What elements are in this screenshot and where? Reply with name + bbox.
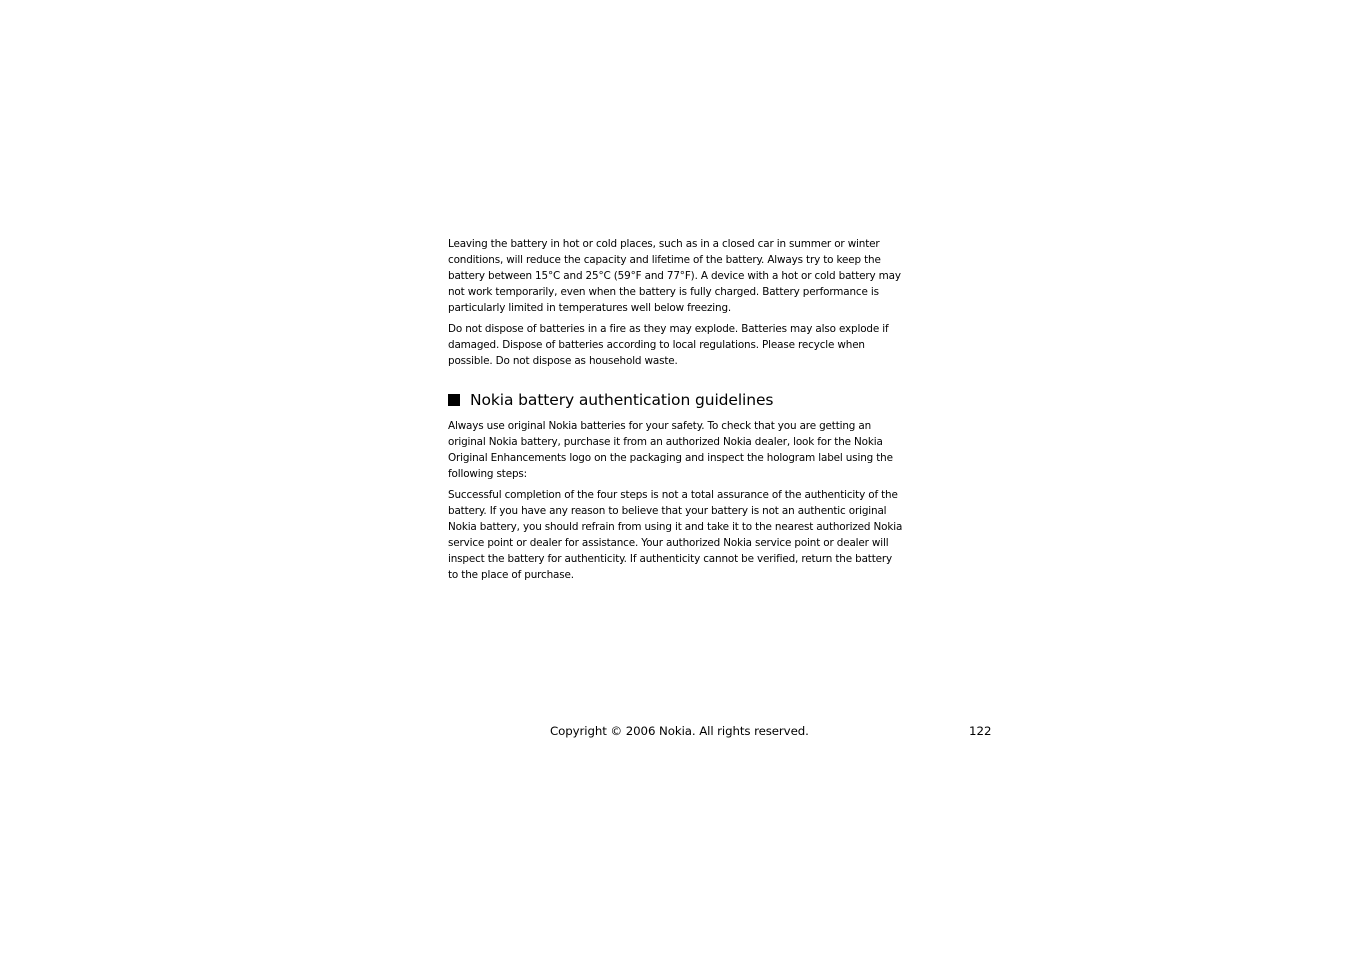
section-heading-text: Nokia battery authentication guidelines (470, 391, 774, 409)
footer-copyright: Copyright © 2006 Nokia. All rights reserved. (550, 724, 809, 738)
battery-disposal-paragraph: Do not dispose of batteries in a fire as they may explode. Batteries may also explode if damaged. Dispose of batteries according to local regulations. Please recycle when possible. Do not dispose as household waste. (448, 323, 889, 367)
battery-temperature-paragraph: Leaving the battery in hot or cold places, such as in a closed car in summer or winter conditions, will reduce the capacity and lifetime of the battery. Always try to keep the battery between 15°C and 25°C (59°F and 77°F). A device with a hot or cold battery may not work temporarily, even when the battery is fully charged. Battery performance is particularly limited in temperatures well below freezing. (448, 238, 901, 314)
section-bullet-square-icon (448, 394, 460, 406)
authentication-assurance-paragraph: Successful completion of the four steps is not a total assurance of the authenticity of the battery. If you have any reason to believe that your battery is not an authentic original Nokia battery, you should refrain from using it and take it to the nearest authorized Nokia service point or dealer for assistance. Your authorized Nokia service point or dealer will inspect the battery for authenticity. If authenticity cannot be verified, return the battery to the place of purchase. (448, 489, 903, 581)
page-content (448, 236, 904, 583)
page-number: 122 (969, 724, 992, 738)
section-heading (448, 389, 904, 411)
authentication-intro-paragraph: Always use original Nokia batteries for your safety. To check that you are getting an original Nokia battery, purchase it from an authorized Nokia dealer, look for the Nokia Original Enhancements logo on the packaging and inspect the hologram label using the following steps: (448, 420, 893, 480)
